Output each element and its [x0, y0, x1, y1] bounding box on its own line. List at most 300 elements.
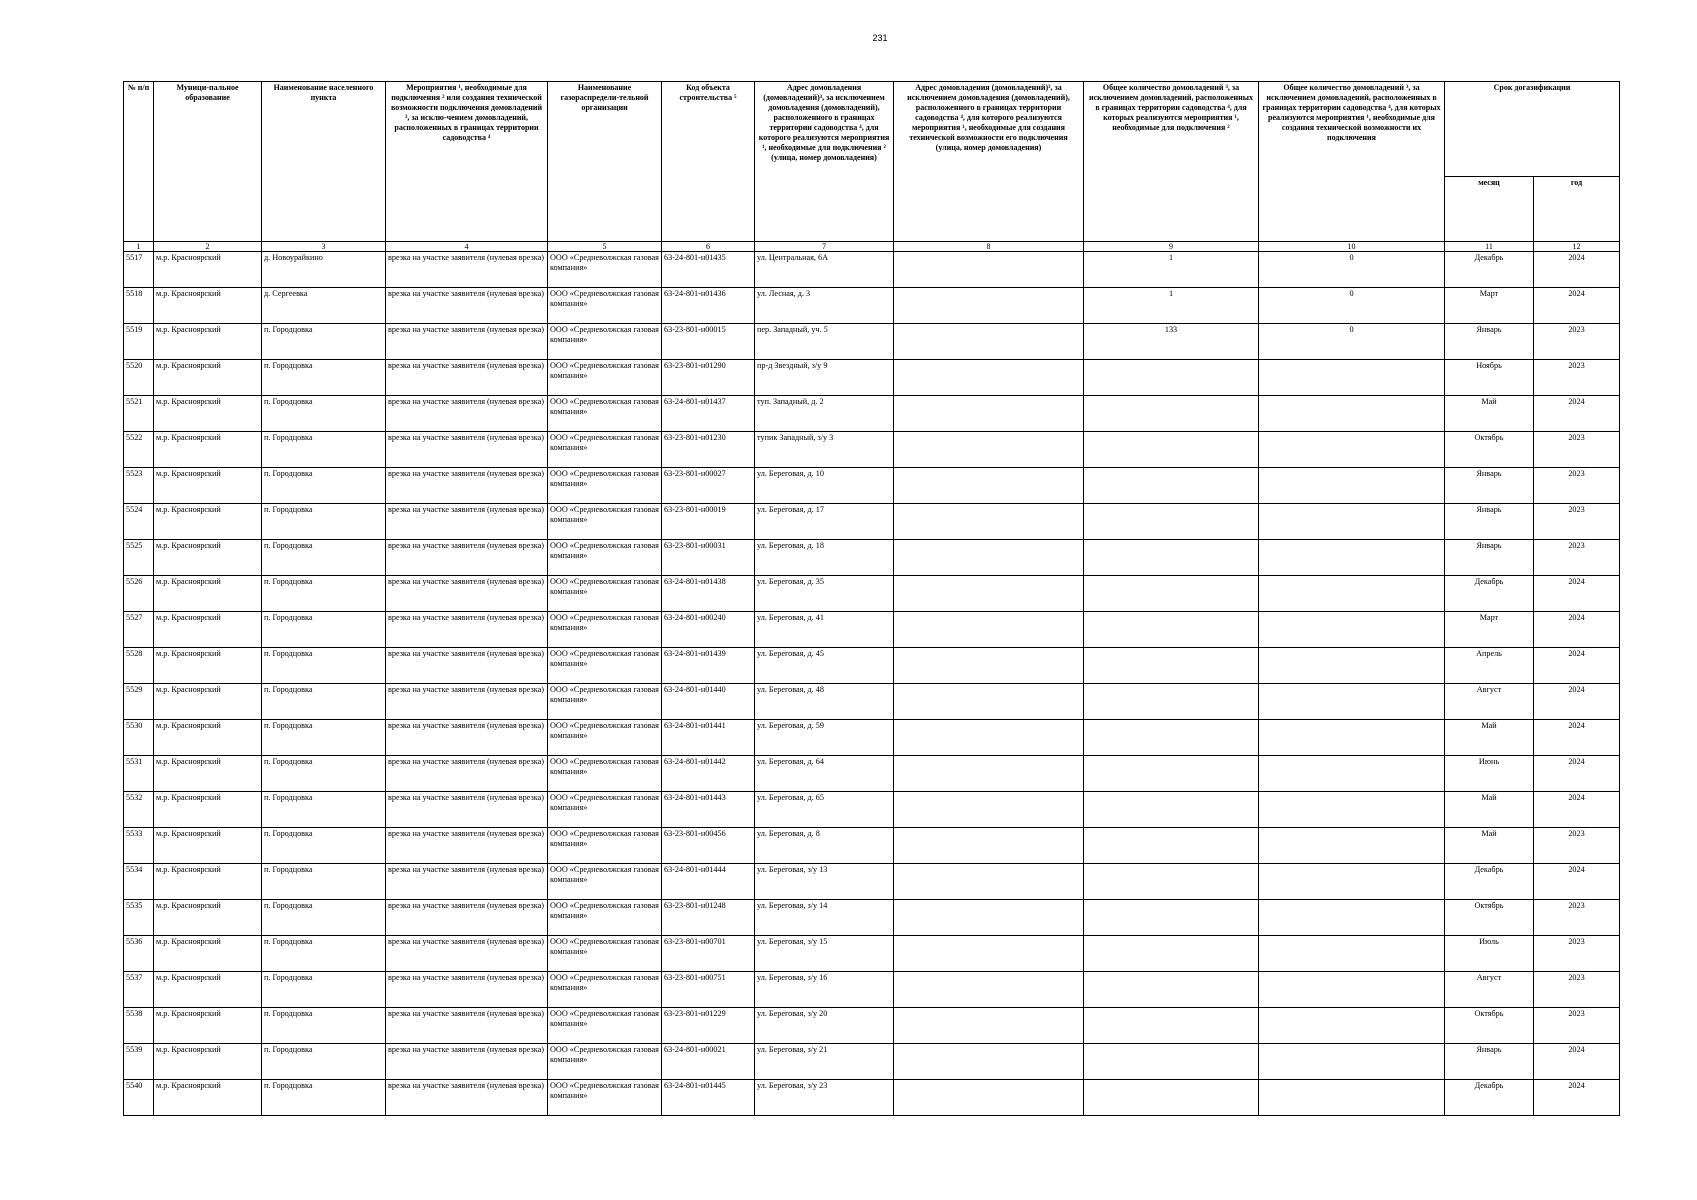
table-row — [124, 288, 1620, 324]
row-event: врезка на участке заявителя (нулевая врезка) — [386, 684, 548, 720]
column-number: 9 — [1084, 242, 1259, 252]
row-object-code: 63-24-801-н01438 — [662, 576, 755, 612]
column-number: 12 — [1534, 242, 1620, 252]
row-number: 5528 — [124, 648, 154, 684]
row-number: 5518 — [124, 288, 154, 324]
row-year: 2024 — [1534, 612, 1620, 648]
row-address-tech — [894, 1044, 1084, 1080]
row-address-tech — [894, 324, 1084, 360]
row-settlement: п. Городцовка — [262, 612, 386, 648]
row-count-tech — [1259, 1080, 1445, 1116]
row-gas-org: ООО «Средневолжская газовая компания» — [548, 360, 662, 396]
column-number: 6 — [662, 242, 755, 252]
row-count-tech — [1259, 936, 1445, 972]
row-gas-org: ООО «Средневолжская газовая компания» — [548, 576, 662, 612]
row-object-code: 63-23-801-н00701 — [662, 936, 755, 972]
row-month: Август — [1445, 684, 1534, 720]
row-count-connection — [1084, 792, 1259, 828]
table-row — [124, 252, 1620, 288]
gasification-table — [123, 81, 1620, 1116]
row-object-code: 63-23-801-н01230 — [662, 432, 755, 468]
row-event: врезка на участке заявителя (нулевая врезка) — [386, 324, 548, 360]
row-year: 2024 — [1534, 720, 1620, 756]
row-month: Апрель — [1445, 648, 1534, 684]
row-count-tech: 0 — [1259, 288, 1445, 324]
row-count-tech — [1259, 684, 1445, 720]
row-settlement: п. Городцовка — [262, 936, 386, 972]
row-event: врезка на участке заявителя (нулевая врезка) — [386, 576, 548, 612]
row-year: 2023 — [1534, 1008, 1620, 1044]
header-year: год — [1534, 177, 1620, 242]
row-address: ул. Береговая, з/у 13 — [755, 864, 894, 900]
row-gas-org: ООО «Средневолжская газовая компания» — [548, 756, 662, 792]
row-year: 2023 — [1534, 972, 1620, 1008]
row-count-tech — [1259, 900, 1445, 936]
row-address: ул. Береговая, з/у 14 — [755, 900, 894, 936]
row-number: 5540 — [124, 1080, 154, 1116]
row-gas-org: ООО «Средневолжская газовая компания» — [548, 648, 662, 684]
row-address-tech — [894, 504, 1084, 540]
row-municipality: м.р. Красноярский — [154, 396, 262, 432]
row-municipality: м.р. Красноярский — [154, 576, 262, 612]
row-object-code: 63-23-801-н00015 — [662, 324, 755, 360]
row-gas-org: ООО «Средневолжская газовая компания» — [548, 900, 662, 936]
row-year: 2024 — [1534, 1044, 1620, 1080]
row-address-tech — [894, 864, 1084, 900]
row-municipality: м.р. Красноярский — [154, 1008, 262, 1044]
row-object-code: 63-23-801-н00751 — [662, 972, 755, 1008]
row-year: 2024 — [1534, 1080, 1620, 1116]
row-year: 2023 — [1534, 540, 1620, 576]
row-settlement: п. Городцовка — [262, 1044, 386, 1080]
row-gas-org: ООО «Средневолжская газовая компания» — [548, 828, 662, 864]
row-object-code: 63-23-801-н01290 — [662, 360, 755, 396]
row-event: врезка на участке заявителя (нулевая врезка) — [386, 252, 548, 288]
row-settlement: п. Городцовка — [262, 972, 386, 1008]
row-address-tech — [894, 1080, 1084, 1116]
row-settlement: п. Городцовка — [262, 792, 386, 828]
row-address: тупик Западный, з/у 3 — [755, 432, 894, 468]
row-number: 5532 — [124, 792, 154, 828]
row-address: ул. Центральная, 6А — [755, 252, 894, 288]
header-settlement: Наименование населенного пункта — [262, 82, 386, 242]
row-municipality: м.р. Красноярский — [154, 612, 262, 648]
row-address-tech — [894, 684, 1084, 720]
row-count-tech — [1259, 828, 1445, 864]
row-count-tech: 0 — [1259, 252, 1445, 288]
row-settlement: п. Городцовка — [262, 504, 386, 540]
row-month: Декабрь — [1445, 864, 1534, 900]
row-month: Март — [1445, 612, 1534, 648]
row-address: ул. Береговая, д. 8 — [755, 828, 894, 864]
row-number: 5517 — [124, 252, 154, 288]
row-settlement: п. Городцовка — [262, 756, 386, 792]
row-gas-org: ООО «Средневолжская газовая компания» — [548, 720, 662, 756]
row-count-connection — [1084, 936, 1259, 972]
row-event: врезка на участке заявителя (нулевая врезка) — [386, 396, 548, 432]
row-count-tech — [1259, 1044, 1445, 1080]
row-address-tech — [894, 936, 1084, 972]
row-month: Январь — [1445, 468, 1534, 504]
row-month: Март — [1445, 288, 1534, 324]
row-count-tech — [1259, 504, 1445, 540]
row-month: Октябрь — [1445, 900, 1534, 936]
row-event: врезка на участке заявителя (нулевая врезка) — [386, 864, 548, 900]
row-year: 2023 — [1534, 900, 1620, 936]
row-count-connection: 1 — [1084, 252, 1259, 288]
row-settlement: п. Городцовка — [262, 432, 386, 468]
row-settlement: п. Городцовка — [262, 828, 386, 864]
row-number: 5524 — [124, 504, 154, 540]
column-number: 2 — [154, 242, 262, 252]
row-gas-org: ООО «Средневолжская газовая компания» — [548, 432, 662, 468]
row-year: 2024 — [1534, 648, 1620, 684]
row-municipality: м.р. Красноярский — [154, 360, 262, 396]
row-address-tech — [894, 396, 1084, 432]
row-settlement: п. Городцовка — [262, 324, 386, 360]
row-settlement: п. Городцовка — [262, 468, 386, 504]
row-month: Август — [1445, 972, 1534, 1008]
row-address: ул. Лесная, д. 3 — [755, 288, 894, 324]
row-month: Декабрь — [1445, 252, 1534, 288]
row-number: 5520 — [124, 360, 154, 396]
row-address: ул. Береговая, д. 65 — [755, 792, 894, 828]
row-address-tech — [894, 468, 1084, 504]
row-count-connection — [1084, 972, 1259, 1008]
row-year: 2024 — [1534, 864, 1620, 900]
column-number: 7 — [755, 242, 894, 252]
row-count-tech — [1259, 360, 1445, 396]
row-year: 2023 — [1534, 468, 1620, 504]
row-gas-org: ООО «Средневолжская газовая компания» — [548, 540, 662, 576]
row-object-code: 63-24-801-н01439 — [662, 648, 755, 684]
column-number: 5 — [548, 242, 662, 252]
row-count-connection — [1084, 828, 1259, 864]
column-number: 3 — [262, 242, 386, 252]
row-address: ул. Береговая, з/у 20 — [755, 1008, 894, 1044]
row-count-connection — [1084, 576, 1259, 612]
row-number: 5522 — [124, 432, 154, 468]
header-object-code: Код объекта строительства ⁵ — [662, 82, 755, 242]
page-number: 231 — [872, 33, 888, 43]
row-address-tech — [894, 288, 1084, 324]
row-count-connection — [1084, 1008, 1259, 1044]
row-settlement: п. Городцовка — [262, 1008, 386, 1044]
row-settlement: п. Городцовка — [262, 684, 386, 720]
row-municipality: м.р. Красноярский — [154, 756, 262, 792]
row-municipality: м.р. Красноярский — [154, 324, 262, 360]
row-municipality: м.р. Красноярский — [154, 288, 262, 324]
table-row — [124, 936, 1620, 972]
row-year: 2023 — [1534, 828, 1620, 864]
row-gas-org: ООО «Средневолжская газовая компания» — [548, 288, 662, 324]
row-address: пер. Западный, уч. 5 — [755, 324, 894, 360]
table-row — [124, 756, 1620, 792]
row-address-tech — [894, 720, 1084, 756]
row-event: врезка на участке заявителя (нулевая врезка) — [386, 756, 548, 792]
row-municipality: м.р. Красноярский — [154, 720, 262, 756]
row-settlement: п. Городцовка — [262, 540, 386, 576]
table-row — [124, 612, 1620, 648]
row-object-code: 63-24-801-н00240 — [662, 612, 755, 648]
row-settlement: д. Новоурайкино — [262, 252, 386, 288]
row-year: 2024 — [1534, 684, 1620, 720]
row-address-tech — [894, 828, 1084, 864]
header-row — [124, 82, 1620, 177]
row-count-tech — [1259, 396, 1445, 432]
row-address-tech — [894, 540, 1084, 576]
row-count-connection — [1084, 864, 1259, 900]
header-deadline: Срок догазификации — [1445, 82, 1620, 177]
row-count-tech — [1259, 648, 1445, 684]
row-event: врезка на участке заявителя (нулевая врезка) — [386, 972, 548, 1008]
row-address: ул. Береговая, д. 48 — [755, 684, 894, 720]
row-gas-org: ООО «Средневолжская газовая компания» — [548, 1044, 662, 1080]
row-municipality: м.р. Красноярский — [154, 540, 262, 576]
row-year: 2023 — [1534, 432, 1620, 468]
table-row — [124, 468, 1620, 504]
row-count-tech — [1259, 576, 1445, 612]
row-year: 2024 — [1534, 288, 1620, 324]
row-object-code: 63-23-801-н00456 — [662, 828, 755, 864]
row-number: 5534 — [124, 864, 154, 900]
row-year: 2023 — [1534, 504, 1620, 540]
row-count-connection — [1084, 432, 1259, 468]
row-event: врезка на участке заявителя (нулевая врезка) — [386, 360, 548, 396]
table-row — [124, 792, 1620, 828]
row-event: врезка на участке заявителя (нулевая врезка) — [386, 1080, 548, 1116]
row-address: туп. Западный, д. 2 — [755, 396, 894, 432]
row-event: врезка на участке заявителя (нулевая врезка) — [386, 540, 548, 576]
row-address-tech — [894, 252, 1084, 288]
row-month: Июль — [1445, 936, 1534, 972]
table-row — [124, 324, 1620, 360]
row-count-tech — [1259, 792, 1445, 828]
row-count-connection — [1084, 612, 1259, 648]
row-address-tech — [894, 900, 1084, 936]
row-address: ул. Береговая, д. 18 — [755, 540, 894, 576]
row-event: врезка на участке заявителя (нулевая врезка) — [386, 288, 548, 324]
row-municipality: м.р. Красноярский — [154, 468, 262, 504]
row-month: Октябрь — [1445, 432, 1534, 468]
row-object-code: 63-24-801-н01444 — [662, 864, 755, 900]
row-month: Январь — [1445, 504, 1534, 540]
row-gas-org: ООО «Средневолжская газовая компания» — [548, 324, 662, 360]
row-event: врезка на участке заявителя (нулевая врезка) — [386, 936, 548, 972]
row-number: 5531 — [124, 756, 154, 792]
row-municipality: м.р. Красноярский — [154, 792, 262, 828]
row-count-connection — [1084, 684, 1259, 720]
row-month: Октябрь — [1445, 1008, 1534, 1044]
row-object-code: 63-23-801-н01229 — [662, 1008, 755, 1044]
row-gas-org: ООО «Средневолжская газовая компания» — [548, 972, 662, 1008]
row-count-tech — [1259, 1008, 1445, 1044]
row-gas-org: ООО «Средневолжская газовая компания» — [548, 468, 662, 504]
row-count-tech — [1259, 540, 1445, 576]
row-gas-org: ООО «Средневолжская газовая компания» — [548, 864, 662, 900]
row-count-tech: 0 — [1259, 324, 1445, 360]
row-object-code: 63-24-801-н01441 — [662, 720, 755, 756]
row-object-code: 63-24-801-н01442 — [662, 756, 755, 792]
row-number: 5538 — [124, 1008, 154, 1044]
row-gas-org: ООО «Средневолжская газовая компания» — [548, 612, 662, 648]
column-number: 8 — [894, 242, 1084, 252]
row-gas-org: ООО «Средневолжская газовая компания» — [548, 396, 662, 432]
row-address-tech — [894, 792, 1084, 828]
row-object-code: 63-24-801-н00021 — [662, 1044, 755, 1080]
row-count-tech — [1259, 432, 1445, 468]
row-count-connection — [1084, 648, 1259, 684]
row-municipality: м.р. Красноярский — [154, 432, 262, 468]
row-event: врезка на участке заявителя (нулевая врезка) — [386, 648, 548, 684]
row-year: 2024 — [1534, 576, 1620, 612]
row-month: Июнь — [1445, 756, 1534, 792]
header-count-tech: Общее количество домовладений ³, за исключением домовладений, расположенных в границах территории садоводства ⁴, для которых реализуются мероприятия ¹, необходимые для создания технической возможности их подключения — [1259, 82, 1445, 242]
row-address: ул. Береговая, д. 45 — [755, 648, 894, 684]
row-address-tech — [894, 972, 1084, 1008]
header-gas-org: Наименование газораспредели-тельной организации — [548, 82, 662, 242]
row-count-connection: 133 — [1084, 324, 1259, 360]
row-settlement: п. Городцовка — [262, 864, 386, 900]
header-count-connection: Общее количество домовладений ³, за исключением домовладений, расположенных в границах территории садоводства ⁴, для которых реализуются мероприятия ¹, необходимые для подключения ² — [1084, 82, 1259, 242]
row-month: Май — [1445, 792, 1534, 828]
row-municipality: м.р. Красноярский — [154, 828, 262, 864]
table-row — [124, 360, 1620, 396]
column-number: 4 — [386, 242, 548, 252]
row-settlement: д. Сергеевка — [262, 288, 386, 324]
row-count-tech — [1259, 756, 1445, 792]
row-number: 5536 — [124, 936, 154, 972]
row-address: ул. Береговая, з/у 21 — [755, 1044, 894, 1080]
row-municipality: м.р. Красноярский — [154, 972, 262, 1008]
table-row — [124, 1080, 1620, 1116]
table-row — [124, 900, 1620, 936]
row-object-code: 63-24-801-н01445 — [662, 1080, 755, 1116]
row-count-tech — [1259, 972, 1445, 1008]
row-event: врезка на участке заявителя (нулевая врезка) — [386, 900, 548, 936]
row-municipality: м.р. Красноярский — [154, 252, 262, 288]
row-gas-org: ООО «Средневолжская газовая компания» — [548, 1008, 662, 1044]
row-address-tech — [894, 1008, 1084, 1044]
row-address-tech — [894, 756, 1084, 792]
row-gas-org: ООО «Средневолжская газовая компания» — [548, 504, 662, 540]
row-number: 5526 — [124, 576, 154, 612]
row-address-tech — [894, 612, 1084, 648]
row-settlement: п. Городцовка — [262, 648, 386, 684]
row-month: Январь — [1445, 324, 1534, 360]
row-count-tech — [1259, 612, 1445, 648]
table-row — [124, 864, 1620, 900]
table-body — [124, 242, 1620, 1116]
row-event: врезка на участке заявителя (нулевая врезка) — [386, 720, 548, 756]
row-count-connection — [1084, 360, 1259, 396]
table-row — [124, 576, 1620, 612]
row-gas-org: ООО «Средневолжская газовая компания» — [548, 792, 662, 828]
row-year: 2024 — [1534, 396, 1620, 432]
row-gas-org: ООО «Средневолжская газовая компания» — [548, 252, 662, 288]
table-row — [124, 396, 1620, 432]
header-num: № п/п — [124, 82, 154, 242]
row-year: 2024 — [1534, 756, 1620, 792]
row-month: Май — [1445, 396, 1534, 432]
row-address: пр-д Звездный, з/у 9 — [755, 360, 894, 396]
row-count-tech — [1259, 468, 1445, 504]
row-month: Май — [1445, 828, 1534, 864]
row-event: врезка на участке заявителя (нулевая врезка) — [386, 432, 548, 468]
row-settlement: п. Городцовка — [262, 396, 386, 432]
row-object-code: 63-24-801-н01443 — [662, 792, 755, 828]
row-settlement: п. Городцовка — [262, 1080, 386, 1116]
column-number-row — [124, 242, 1620, 252]
row-settlement: п. Городцовка — [262, 900, 386, 936]
row-municipality: м.р. Красноярский — [154, 936, 262, 972]
header-events: Мероприятия ¹, необходимые для подключения ² или создания технической возможности подключения домовладений ³, за исклю-чением домовладений, расположенных в границах территории садоводства ⁴ — [386, 82, 548, 242]
row-month: Декабрь — [1445, 1080, 1534, 1116]
row-event: врезка на участке заявителя (нулевая врезка) — [386, 504, 548, 540]
row-count-connection — [1084, 1080, 1259, 1116]
row-settlement: п. Городцовка — [262, 720, 386, 756]
row-number: 5535 — [124, 900, 154, 936]
header-address-tech: Адрес домовладения (домовладений)³, за исключением домовладения (домовладений), расположенного в границах территории садоводства ⁴, для которого реализуются мероприятия ¹, необходимые для создания технической возможности его подключения (улица, номер домовладения) — [894, 82, 1084, 242]
row-address: ул. Береговая, з/у 15 — [755, 936, 894, 972]
row-municipality: м.р. Красноярский — [154, 864, 262, 900]
row-address: ул. Береговая, д. 64 — [755, 756, 894, 792]
row-year: 2023 — [1534, 360, 1620, 396]
row-month: Январь — [1445, 540, 1534, 576]
table-row — [124, 648, 1620, 684]
row-count-connection — [1084, 756, 1259, 792]
row-month: Ноябрь — [1445, 360, 1534, 396]
row-count-connection — [1084, 540, 1259, 576]
row-number: 5521 — [124, 396, 154, 432]
row-municipality: м.р. Красноярский — [154, 900, 262, 936]
table-row — [124, 972, 1620, 1008]
row-number: 5529 — [124, 684, 154, 720]
row-event: врезка на участке заявителя (нулевая врезка) — [386, 612, 548, 648]
row-year: 2023 — [1534, 324, 1620, 360]
row-year: 2024 — [1534, 252, 1620, 288]
row-object-code: 63-24-801-н01435 — [662, 252, 755, 288]
row-event: врезка на участке заявителя (нулевая врезка) — [386, 828, 548, 864]
row-month: Декабрь — [1445, 576, 1534, 612]
row-number: 5523 — [124, 468, 154, 504]
column-number: 10 — [1259, 242, 1445, 252]
row-settlement: п. Городцовка — [262, 576, 386, 612]
row-count-connection — [1084, 720, 1259, 756]
table-row — [124, 432, 1620, 468]
row-event: врезка на участке заявителя (нулевая врезка) — [386, 1008, 548, 1044]
row-event: врезка на участке заявителя (нулевая врезка) — [386, 1044, 548, 1080]
row-municipality: м.р. Красноярский — [154, 1044, 262, 1080]
column-number: 11 — [1445, 242, 1534, 252]
row-address: ул. Береговая, д. 10 — [755, 468, 894, 504]
row-object-code: 63-23-801-н00019 — [662, 504, 755, 540]
row-municipality: м.р. Красноярский — [154, 648, 262, 684]
row-year: 2024 — [1534, 792, 1620, 828]
row-number: 5539 — [124, 1044, 154, 1080]
row-object-code: 63-24-801-н01440 — [662, 684, 755, 720]
table-row — [124, 828, 1620, 864]
row-settlement: п. Городцовка — [262, 360, 386, 396]
row-address: ул. Береговая, д. 17 — [755, 504, 894, 540]
row-count-connection — [1084, 468, 1259, 504]
row-address: ул. Береговая, з/у 23 — [755, 1080, 894, 1116]
row-count-tech — [1259, 864, 1445, 900]
table-row — [124, 1044, 1620, 1080]
row-count-connection — [1084, 1044, 1259, 1080]
row-number: 5537 — [124, 972, 154, 1008]
row-municipality: м.р. Красноярский — [154, 504, 262, 540]
